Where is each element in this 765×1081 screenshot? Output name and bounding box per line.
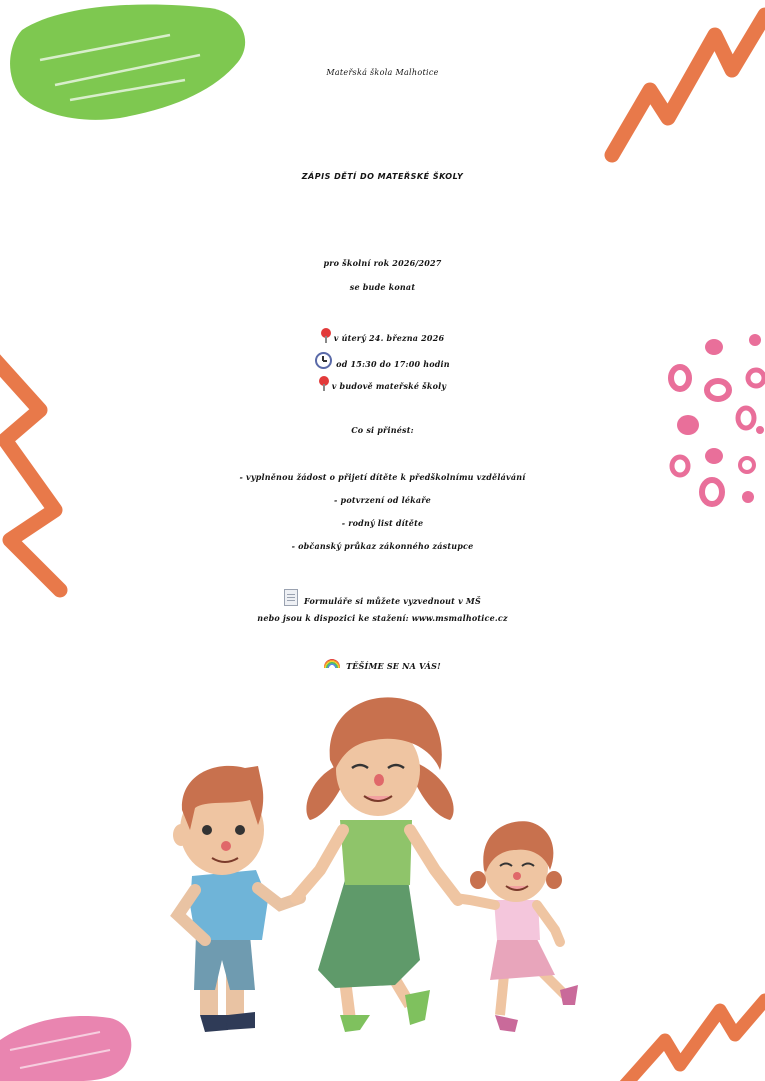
intro-line-1: pro školní rok 2026/2027 xyxy=(323,258,442,268)
forms-line xyxy=(0,589,765,606)
closing-text: TĚŠÍME SE NA VÁS! xyxy=(346,661,441,671)
document-icon xyxy=(284,589,298,606)
clock-icon xyxy=(315,352,332,369)
green-brush-splash xyxy=(10,4,245,119)
time-text: od 15:30 do 17:00 hodin xyxy=(336,359,450,369)
pink-brush-splash xyxy=(0,1016,131,1081)
time-line xyxy=(0,352,765,369)
download-line: nebo jsou k dispozici ke stažení: www.msmalhotice.cz xyxy=(257,613,508,623)
date-line xyxy=(0,328,765,343)
orange-scribble-top-right xyxy=(612,15,765,155)
boy-figure xyxy=(173,766,300,1032)
map-pin-icon xyxy=(321,328,331,342)
orange-scribble-bottom-right xyxy=(625,1000,765,1081)
bring-item: - potvrzení od lékaře xyxy=(334,495,431,505)
closing-line xyxy=(0,659,765,671)
page-title: ZÁPIS DĚTÍ DO MATEŘSKÉ ŠKOLY xyxy=(301,172,464,181)
date-text: v úterý 24. března 2026 xyxy=(333,333,445,343)
forms-text: Formuláře si můžete vyzvednout v MŠ xyxy=(304,596,481,606)
bring-item: - vyplněnou žádost o přijetí dítěte k předškolnímu vzdělávání xyxy=(239,472,526,482)
family-illustration xyxy=(173,697,578,1032)
mother-figure xyxy=(296,697,458,1032)
school-name: Mateřská škola Malhotice xyxy=(326,68,439,77)
intro-line-2: se bude konat xyxy=(349,282,416,292)
girl-figure xyxy=(455,821,578,1032)
bring-heading: Co si přinést: xyxy=(351,425,414,435)
place-line xyxy=(0,376,765,391)
rainbow-icon xyxy=(324,659,340,668)
bring-item: - rodný list dítěte xyxy=(341,518,424,528)
bring-item: - občanský průkaz zákonného zástupce xyxy=(291,541,474,551)
place-text: v budově mateřské školy xyxy=(331,381,447,391)
map-pin-icon xyxy=(319,376,329,390)
